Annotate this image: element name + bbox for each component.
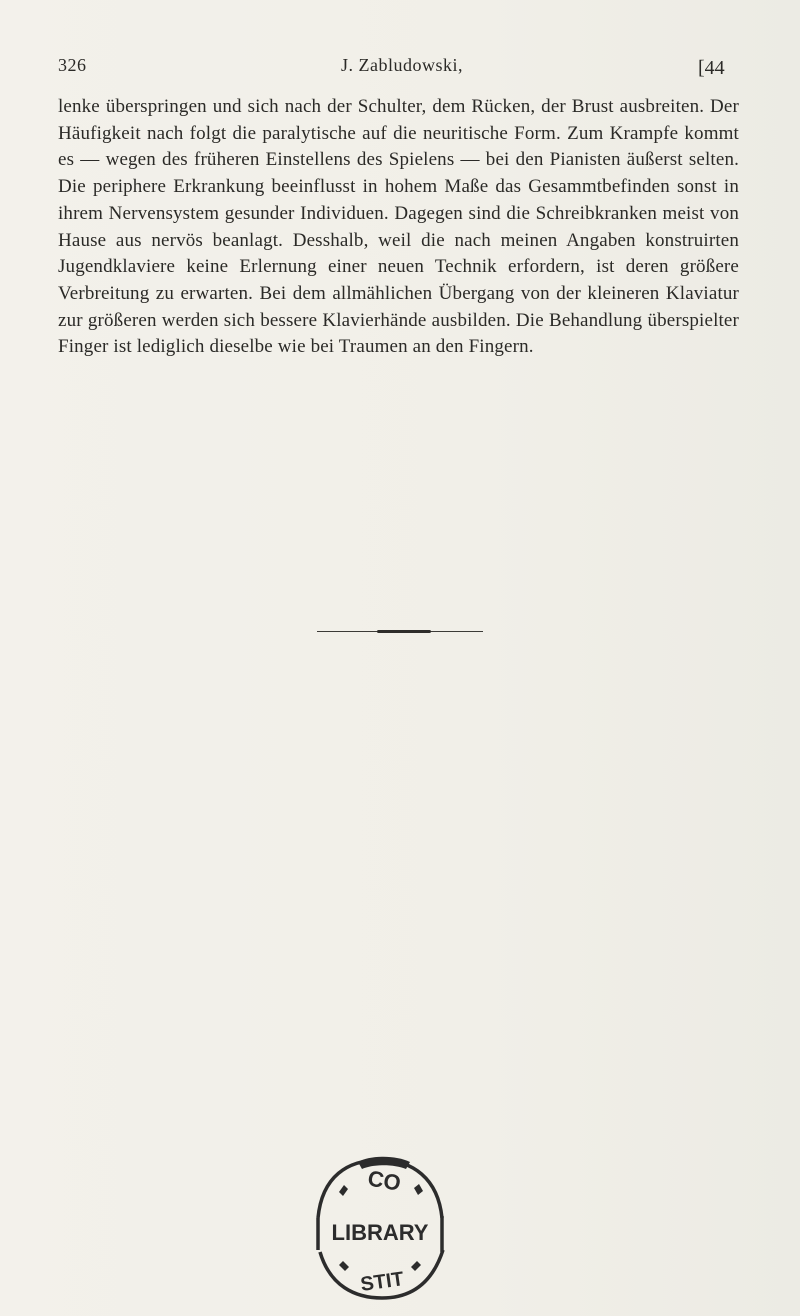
section-divider bbox=[317, 631, 483, 632]
section-number: [44 bbox=[698, 57, 725, 79]
library-stamp-graphic bbox=[300, 1148, 460, 1308]
stamp-center-text: LIBRARY bbox=[331, 1220, 429, 1245]
page-header bbox=[58, 55, 738, 85]
page-number: 326 bbox=[58, 55, 87, 75]
body-paragraph: lenke überspringen und sich nach der Schulter, dem Rücken, der Brust ausbreiten. Der Häufigkeit nach folgt die paralytische auf die neuritische Form. Zum Krampfe kommt es — wegen des früheren Einstellens des Spielens — bei den Pianisten äußerst selten. Die periphere Erkrankung beeinflusst in hohem Maße das Gesammtbefinden sonst in ihrem Nervensystem gesunder Individuen. Dagegen sind die Schreibkranken meist von Hause aus nervös beanlagt. Desshalb, weil die nach meinen Angaben konstruirten Jugendklaviere keine Erlernung einer neuen Technik erfordern, ist deren größere Verbreitung zu erwarten. Bei dem allmählichen Übergang von der kleineren Klaviatur zur größeren werden sich bessere Klavierhände ausbilden. Die Behandlung überspielter Finger ist lediglich dieselbe wie bei Traumen an den Fingern. bbox=[58, 96, 739, 358]
stamp-bottom-text: STIT bbox=[359, 1268, 406, 1296]
stamp-top-text: CO bbox=[365, 1165, 403, 1196]
library-stamp bbox=[300, 1148, 460, 1308]
running-head: J. Zabludowski, bbox=[341, 55, 463, 75]
